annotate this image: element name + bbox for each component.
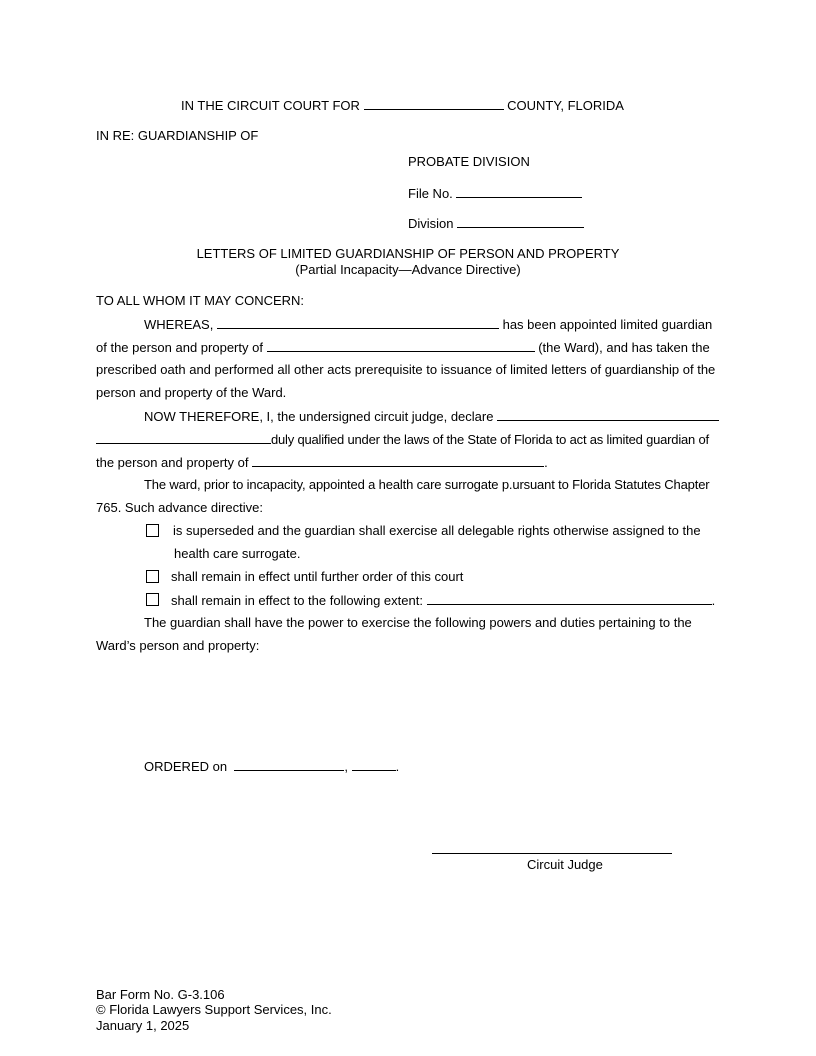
option-extent-line bbox=[171, 592, 715, 608]
option-remain-checkbox[interactable] bbox=[146, 570, 159, 583]
circuit-judge-label: Circuit Judge bbox=[527, 857, 603, 872]
footer-copyright: © Florida Lawyers Support Services, Inc. bbox=[96, 1002, 332, 1017]
now-therefore-text: NOW THEREFORE, I, the undersigned circuit judge, declare bbox=[144, 409, 494, 424]
extent-period: . bbox=[711, 593, 716, 608]
order-comma: , bbox=[344, 759, 348, 774]
period: . bbox=[544, 455, 548, 470]
whereas-line bbox=[144, 316, 712, 332]
ward-prior-line-1: The ward, prior to incapacity, appointed a health care surrogate p.ursuant to Florida Statutes Chapter bbox=[144, 477, 710, 492]
form-title: LETTERS OF LIMITED GUARDIANSHIP OF PERSON AND PROPERTY bbox=[196, 246, 620, 261]
court-suffix: COUNTY, FLORIDA bbox=[507, 98, 624, 113]
declare-blank-2 bbox=[96, 431, 271, 444]
order-period: . bbox=[395, 759, 400, 774]
ordered-on-line bbox=[144, 758, 399, 774]
option-superseded-checkbox[interactable] bbox=[146, 524, 159, 537]
option-remain-text: shall remain in effect until further order of this court bbox=[171, 569, 464, 584]
of-person-suffix: (the Ward), and has taken the bbox=[538, 340, 710, 355]
guardian-name-blank bbox=[217, 316, 499, 329]
salutation: TO ALL WHOM IT MAY CONCERN: bbox=[96, 293, 305, 308]
in-re-label: IN RE: GUARDIANSHIP OF bbox=[96, 128, 259, 143]
option-extent-checkbox[interactable] bbox=[146, 593, 159, 606]
option-superseded-text-2: health care surrogate. bbox=[174, 546, 301, 561]
person-property-ward-line: person and property of the Ward. bbox=[96, 385, 287, 400]
file-no-label: File No. bbox=[408, 186, 453, 201]
probate-division: PROBATE DIVISION bbox=[408, 154, 530, 169]
order-date-blank bbox=[234, 758, 344, 771]
of-person-prefix: of the person and property of bbox=[96, 340, 263, 355]
footer-form-no: Bar Form No. G-3.106 bbox=[96, 987, 225, 1002]
whereas-suffix: has been appointed limited guardian bbox=[502, 317, 713, 332]
ward-prior-line-2: 765. Such advance directive: bbox=[96, 500, 263, 515]
guardian-name-blank-2 bbox=[252, 454, 544, 467]
powers-line-2: Ward’s person and property: bbox=[96, 638, 260, 653]
powers-line-1: The guardian shall have the power to exercise the following powers and duties pertaining to the bbox=[144, 615, 692, 630]
ward-name-blank bbox=[267, 339, 535, 352]
extent-blank bbox=[427, 592, 712, 605]
file-no-row bbox=[408, 185, 582, 201]
now-therefore-line bbox=[144, 408, 719, 424]
person-property-of-text: the person and property of bbox=[96, 455, 249, 470]
prescribed-line: prescribed oath and performed all other acts prerequisite to issuance of limited letters of guardianship of the bbox=[96, 362, 716, 377]
whereas-prefix: WHEREAS, bbox=[144, 317, 214, 332]
division-label: Division bbox=[408, 216, 454, 231]
option-superseded-text: is superseded and the guardian shall exercise all delegable rights otherwise assigned to the bbox=[173, 523, 701, 538]
footer-date: January 1, 2025 bbox=[96, 1018, 190, 1033]
court-prefix: IN THE CIRCUIT COURT FOR bbox=[181, 98, 360, 113]
file-no-blank bbox=[456, 185, 582, 198]
signature-line bbox=[432, 853, 672, 854]
court-caption bbox=[181, 97, 624, 113]
declare-blank-1 bbox=[497, 408, 719, 421]
order-year-blank bbox=[352, 758, 396, 771]
division-blank bbox=[457, 215, 584, 228]
of-person-line bbox=[96, 339, 710, 355]
person-property-of-line bbox=[96, 454, 548, 470]
division-row bbox=[408, 215, 584, 231]
form-subtitle: (Partial Incapacity—Advance Directive) bbox=[295, 262, 521, 277]
duly-qualified-line bbox=[96, 431, 709, 447]
ordered-on-label: ORDERED on bbox=[144, 759, 228, 774]
county-blank bbox=[364, 97, 504, 110]
duly-qualified-text: duly qualified under the laws of the State of Florida to act as limited guardian of bbox=[271, 432, 709, 447]
option-extent-text: shall remain in effect to the following extent: bbox=[171, 593, 423, 608]
